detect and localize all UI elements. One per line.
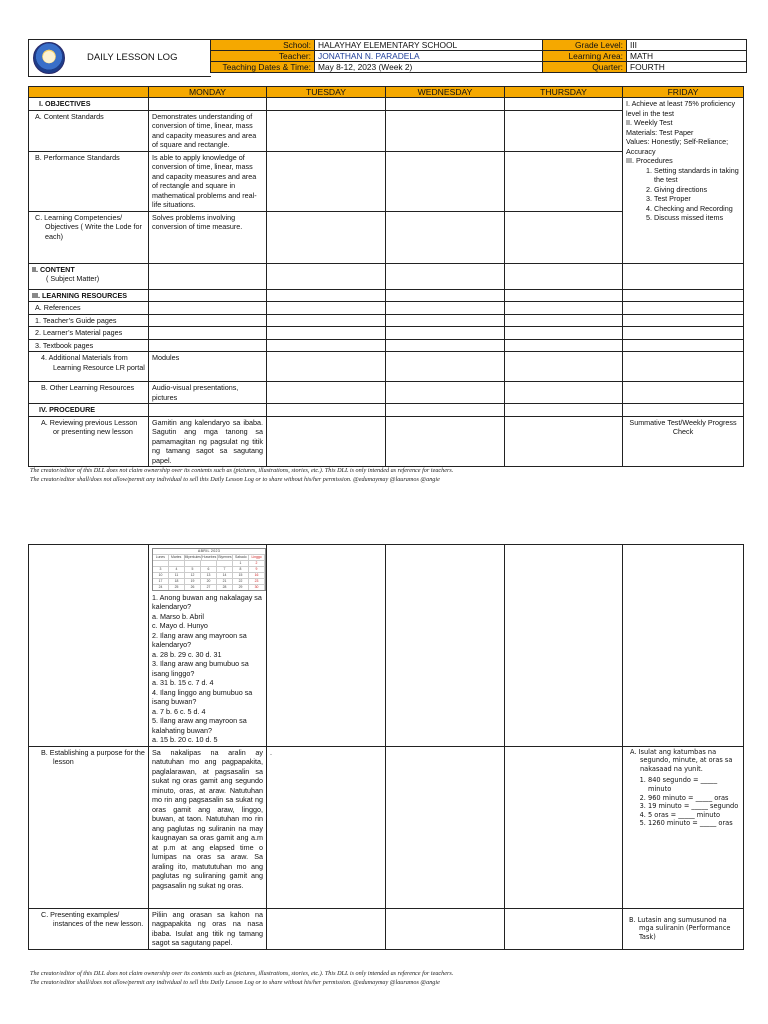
row-examples: C. Presenting examples/ instances of the new lesson. <box>29 908 149 949</box>
calendar-date: 6 <box>201 566 217 572</box>
school-value: HALAYHAY ELEMENTARY SCHOOL <box>315 40 543 51</box>
row-resources: III. LEARNING RESOURCES <box>29 289 149 302</box>
friday-task-a-instruction: A. Isulat ang katumbas na segundo, minute, at oras sa nakasaad na yunit. <box>630 747 733 773</box>
day-header-wednesday: WEDNESDAY <box>386 87 505 98</box>
lesson-table-page1 <box>28 86 744 467</box>
question-line: a. 15 b. 20 c. 10 d. 5 <box>152 735 218 745</box>
calendar-week-row <box>153 584 265 590</box>
school-label: School: <box>211 40 315 51</box>
calendar-date: 27 <box>201 584 217 590</box>
list-item: 2. 960 minuto = _____ oras <box>648 794 740 803</box>
calendar-date: 26 <box>185 584 201 590</box>
footer-line: The creator/editor shall/does not allow/permit any individual to sell this Daily Lesson Log or to share without his/her permission. @edumaymay @lauramos @angie <box>30 978 440 986</box>
list-item: 1. 840 segundo = _____ minuto <box>648 776 740 793</box>
calendar-date: 21 <box>217 578 233 584</box>
calendar-date: 22 <box>233 578 249 584</box>
question-line: a. 28 b. 29 c. 30 d. 31 <box>152 649 222 659</box>
area-label: Learning Area: <box>543 51 627 62</box>
calendar-image <box>152 548 266 591</box>
footer-line: The creator/editor of this DLL does not claim ownership over its contents such as (pictures, illustrations, stories, etc.). This DLL is only intended as reference for teachers. <box>30 970 454 977</box>
calendar-date: 3 <box>153 566 169 572</box>
day-header-monday: MONDAY <box>149 87 267 98</box>
calendar-date: 5 <box>185 566 201 572</box>
header-info-table <box>210 39 747 73</box>
monday-calendar-questions <box>149 545 267 747</box>
calendar-date: 9 <box>249 566 265 572</box>
row-teachers-guide: 1. Teacher’s Guide pages <box>29 314 149 327</box>
list-item: 3. 19 minuto = _____ segundo <box>648 802 740 811</box>
dates-value: May 8-12, 2023 (Week 2) <box>315 62 543 73</box>
footer-disclaimer-1 <box>30 467 750 485</box>
row-procedure: IV. PROCEDURE <box>29 404 149 417</box>
calendar-date: 11 <box>169 572 185 578</box>
calendar-day-name: Sabado <box>233 554 249 560</box>
list-item: 5. Discuss missed items <box>654 213 740 223</box>
grade-label: Grade Level: <box>543 40 627 51</box>
footer-line: The creator/editor of this DLL does not claim ownership over its contents such as (pictures, illustrations, stories, etc.). This DLL is only intended as reference for teachers. <box>30 467 454 474</box>
question-line: a. 7 b. 6 c. 5 d. 4 <box>152 706 206 716</box>
calendar-title: ABRIL 2023 <box>197 549 221 553</box>
friday-objective-line: Values: Honestly; Self-Reliance; Accuracy <box>626 137 729 156</box>
row-competencies: C. Learning Competencies/ Objectives ( Write the Lode for each) <box>29 211 149 263</box>
tuesday-purpose: . <box>267 746 386 908</box>
calendar-day-name: Linggo <box>249 554 265 560</box>
monday-review: Gamitin ang kalendaryo sa ibaba. Sagutin ang mga tanong sa pamamagitan ng pagsulat ng titik ng tamang sagot sa sagutang papel. <box>149 416 267 467</box>
row-content <box>29 263 149 289</box>
row-additional-materials: 4. Additional Materials from Learning Resource LR portal <box>29 352 149 382</box>
calendar-date: 15 <box>233 572 249 578</box>
monday-other: Audio-visual presentations, pictures <box>149 382 267 404</box>
area-value: MATH <box>627 51 747 62</box>
question-line: 5. Ilang araw ang mayroon sa kalahating buwan? <box>152 716 247 735</box>
monday-purpose: Sa nakalipas na aralin ay natutuhan mo ang pagpapakita, paglalarawan, at pagsasalin sa sukat ng oras gamit ang segundo minuto, oras, at araw. Natutuhan mo rin ang pagsasalin sa sukat ng oras gamit ang araw, linggo, buwan, at taon. Natutuhan mo rin ang paglutas ng suliranin na may kaugnayan sa oras gamit ang a.m at p.m at ang elapsed time o lumipas na oras sa araw. Sa araling ito, matututuhan mo ang paglutas ng suliraning gamit ang pagsasalin ng sukat ng oras. <box>149 746 267 908</box>
monday-additional: Modules <box>149 352 267 382</box>
teacher-value: JONATHAN N. PARADELA <box>315 51 543 62</box>
document-title: DAILY LESSON LOG <box>87 52 178 63</box>
monday-performance-standards: Is able to apply knowledge of conversion of time, linear, mass and capacity measures and area of rectangle and square in mathematical problems and real-life situations. <box>149 151 267 211</box>
list-item: 3. Test Proper <box>654 194 740 204</box>
monday-content-standards: Demonstrates understanding of conversion of time, linear, mass and capacity measures and area of square and rectangle. <box>149 110 267 151</box>
row-references: A. References <box>29 302 149 315</box>
quarter-label: Quarter: <box>543 62 627 73</box>
calendar-day-name: Martes <box>169 554 185 560</box>
friday-objectives-cell <box>623 98 744 264</box>
calendar-day-name: Biyernes <box>218 554 232 559</box>
day-header-blank <box>29 87 149 98</box>
header-logo-box <box>28 39 211 77</box>
row-subject-matter: ( Subject Matter) <box>46 274 100 283</box>
day-header-friday: FRIDAY <box>623 87 744 98</box>
calendar-date: 16 <box>249 572 265 578</box>
list-item: 1. Setting standards in taking the test <box>654 166 740 185</box>
calendar-date: 8 <box>233 566 249 572</box>
calendar-day-name: Huwebes <box>202 554 217 559</box>
friday-objective-line: II. Weekly Test <box>626 118 673 127</box>
friday-review: Summative Test/Weekly Progress Check <box>623 416 744 467</box>
calendar-date: 14 <box>217 572 233 578</box>
row-textbook: 3. Textbook pages <box>29 339 149 352</box>
question-line: a. 31 b. 15 c. 7 d. 4 <box>152 678 214 688</box>
calendar-date: 29 <box>233 584 249 590</box>
friday-task-b: B. Lutasin ang sumusunod na mga suliranin (Performance Task) <box>623 908 744 949</box>
calendar-date: 17 <box>153 578 169 584</box>
calendar-date: 30 <box>249 584 265 590</box>
row-content-standards: A. Content Standards <box>29 110 149 151</box>
calendar-date: 13 <box>201 572 217 578</box>
question-line: 3. Ilang araw ang bumubuo sa isang linggo? <box>152 659 249 678</box>
friday-task-a <box>623 746 744 908</box>
friday-objective-line: Materials: Test Paper <box>626 127 694 137</box>
calendar-day-name: Miyerkules <box>184 554 201 559</box>
calendar-date: 19 <box>185 578 201 584</box>
row-performance-standards: B. Performance Standards <box>29 151 149 211</box>
row-objectives: I. OBJECTIVES <box>29 98 149 111</box>
question-line: c. Mayo d. Hunyo <box>152 621 208 631</box>
calendar-date: 18 <box>169 578 185 584</box>
question-line: 4. Ilang linggo ang bumubuo sa isang buwan? <box>152 687 253 707</box>
calendar-date: 1 <box>233 560 249 566</box>
deped-seal-icon <box>33 42 65 74</box>
teacher-label: Teacher: <box>211 51 315 62</box>
dates-label: Teaching Dates & Time: <box>211 62 315 73</box>
calendar-date: 2 <box>249 560 265 566</box>
question-line: 1. Anong buwan ang nakalagay sa kalendaryo? <box>152 592 262 612</box>
row-purpose: B. Establishing a purpose for the lesson <box>29 746 149 908</box>
calendar-date: 4 <box>169 566 185 572</box>
row-review: A. Reviewing previous Lesson or presenting new lesson <box>29 416 149 467</box>
calendar-date: 10 <box>153 572 169 578</box>
quarter-value: FOURTH <box>627 62 747 73</box>
calendar-date: 24 <box>153 584 169 590</box>
calendar-weeks <box>153 560 265 590</box>
calendar-date: 7 <box>217 566 233 572</box>
footer-disclaimer-2 <box>30 970 750 988</box>
question-line: a. Marso b. Abril <box>152 611 204 621</box>
question-line: 2. Ilang araw ang mayroon sa kalendaryo? <box>152 630 247 650</box>
day-header-thursday: THURSDAY <box>505 87 623 98</box>
lesson-table-page2 <box>28 544 744 950</box>
calendar-date: 23 <box>249 578 265 584</box>
list-item: 5. 1260 minuto = _____ oras <box>648 819 740 828</box>
row-content-title: II. CONTENT <box>32 264 75 274</box>
grade-value: III <box>627 40 747 51</box>
friday-objective-line: III. Procedures <box>626 156 673 165</box>
list-item: 4. Checking and Recording <box>654 204 740 214</box>
friday-task-a-items <box>626 776 740 827</box>
list-item: 2. Giving directions <box>654 185 740 195</box>
calendar-date: 12 <box>185 572 201 578</box>
list-item: 4. 5 oras = _____ minuto <box>648 811 740 820</box>
footer-line: The creator/editor shall/does not allow/permit any individual to sell this Daily Lesson Log or to share without his/her permission. @edumaymay @lauramos @angie <box>30 475 440 483</box>
friday-procedures-list <box>626 166 740 223</box>
day-header-tuesday: TUESDAY <box>267 87 386 98</box>
calendar-date: 25 <box>169 584 185 590</box>
calendar-day-name: Lunes <box>153 554 169 560</box>
calendar-date: 28 <box>217 584 233 590</box>
monday-competencies: Solves problems involving conversion of time measure. <box>149 211 267 263</box>
calendar-date: 20 <box>201 578 217 584</box>
monday-examples: Piliin ang orasan sa kahon na nagpapakita ng oras na nasa ibaba. Isulat ang titik ng tamang sagot sa sagutang papel. <box>149 908 267 949</box>
friday-objective-line: I. Achieve at least 75% proficiency level in the test <box>626 99 736 118</box>
row-learners-material: 2. Learner’s Material pages <box>29 327 149 340</box>
row-other-resources: B. Other Learning Resources <box>29 382 149 404</box>
calendar-questions <box>152 593 263 745</box>
